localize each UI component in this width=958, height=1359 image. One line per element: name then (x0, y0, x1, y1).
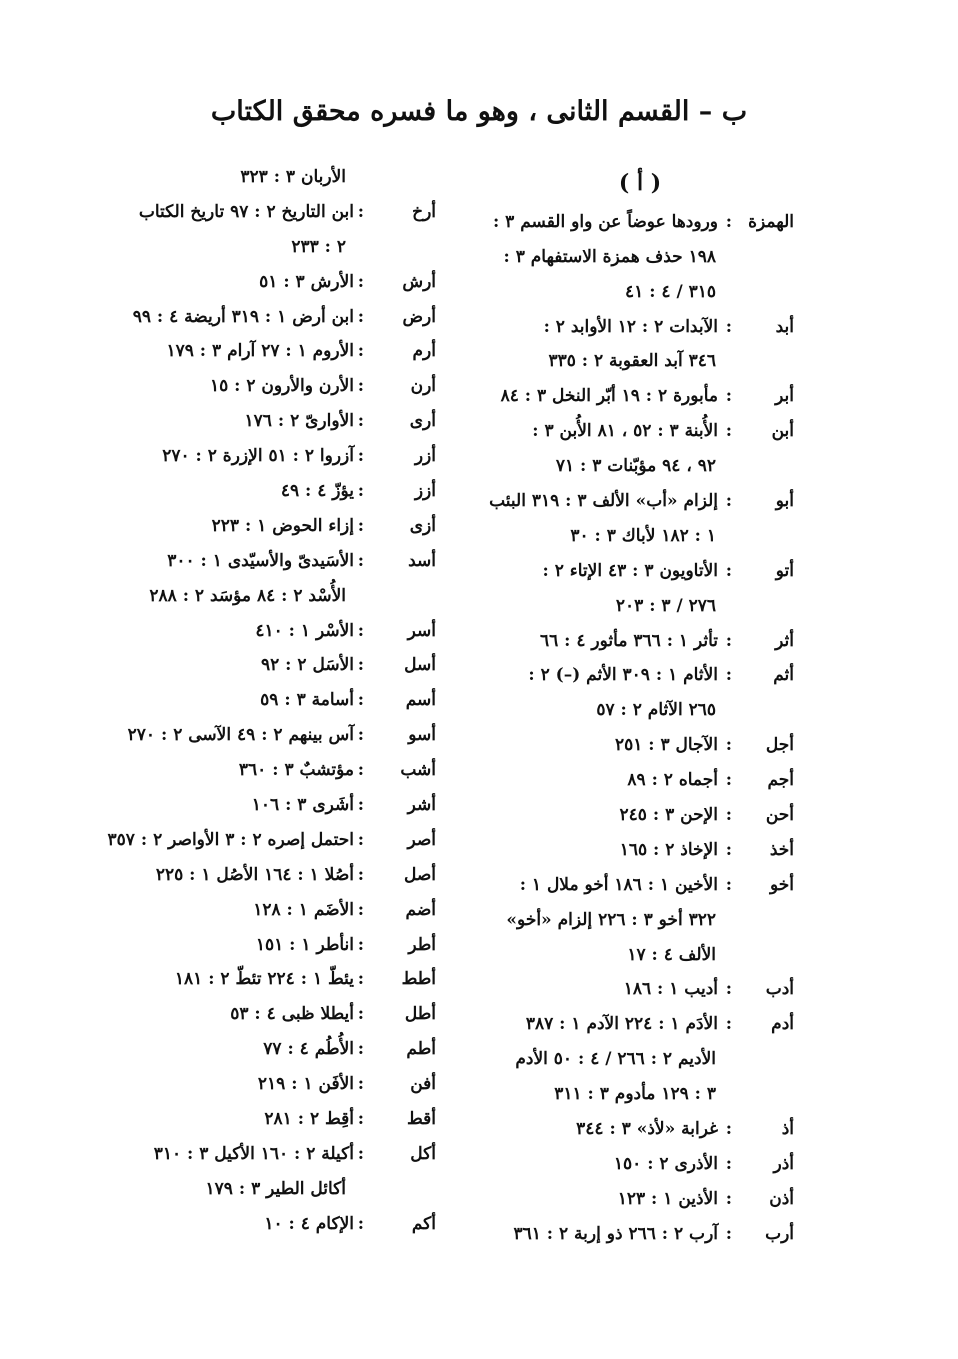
entry-root: أسو (408, 725, 436, 746)
index-entry (478, 1217, 794, 1252)
index-entry-continuation (478, 240, 794, 275)
entry-colon: : (725, 491, 732, 512)
index-entry (100, 1067, 436, 1102)
entry-root: أحن (765, 805, 794, 826)
entry-text: الأروم ١ : ٢٧ آرام ٣ : ١٧٩ (166, 341, 354, 362)
entry-colon: : (357, 341, 364, 362)
entry-colon: : (357, 655, 364, 676)
entry-root: أشر (407, 795, 436, 816)
index-entry (100, 997, 436, 1032)
index-entry (100, 265, 436, 300)
entry-root: أزر (414, 446, 436, 467)
index-entry (100, 1102, 436, 1137)
entry-text: ٩٢ ، ٩٤ مؤبّنات ٣ : ٧١ (555, 456, 716, 477)
index-entry-continuation (478, 344, 794, 379)
entry-text: إلزام «أب» الألف ٣ : ٣١٩ البئب (489, 491, 718, 512)
entry-text: الأُبنة ٣ : ٥٢ ، ٨١ الأُبن ٣ : (532, 421, 718, 442)
entry-root: أثم (773, 665, 794, 686)
entry-root: أبو (775, 491, 794, 512)
entry-colon: : (725, 839, 732, 860)
entry-root: أجم (767, 770, 794, 791)
entry-text: ٣١٥ / ٤ : ٤١ (625, 281, 716, 302)
index-entry (100, 474, 436, 509)
index-entry (478, 1147, 794, 1182)
index-entry (100, 788, 436, 823)
entry-colon: : (357, 969, 364, 990)
index-entry-continuation (478, 1042, 794, 1077)
entry-root: أبن (771, 421, 794, 442)
entry-text: ١ : ١٨٢ لأباك ٣ : ٣٠ (570, 525, 716, 546)
entry-root: أصر (407, 829, 436, 850)
entry-text: الإخاذ ٢ : ١٦٥ (619, 839, 718, 860)
entry-root: أطم (406, 1039, 436, 1060)
entry-root: أزى (409, 515, 436, 536)
index-entry (100, 718, 436, 753)
index-entry (478, 1182, 794, 1217)
index-entry (478, 205, 794, 240)
entry-text: الأدَم ١ : ٢٢٤ الآدم ١ : ٣٨٧ (525, 1014, 718, 1035)
index-entry (100, 195, 436, 230)
entry-text: ٢ : ٢٣٣ (291, 236, 346, 257)
entry-colon: : (357, 795, 364, 816)
entry-root: أرض (402, 306, 436, 327)
entry-text: الأرن والأرون ٢ : ١٥ (209, 376, 354, 397)
entry-text: تأثر ١ : ٣٦٦ مأثور ٤ : ٦٦ (539, 630, 718, 651)
entry-text: غرابة «لأذ» ٣ : ٣٤٤ (576, 1119, 718, 1140)
entry-text: الأذين ١ : ١٢٣ (617, 1188, 718, 1209)
index-entry (100, 300, 436, 335)
entry-colon: : (357, 829, 364, 850)
entry-text: أسامة ٣ : ٥٩ (260, 690, 354, 711)
entry-root: أفن (410, 1074, 436, 1095)
entry-text: الألف ٤ : ١٧ (627, 944, 716, 965)
index-entry-continuation (100, 160, 436, 195)
index-entry (478, 554, 794, 589)
index-column-left (100, 160, 436, 1242)
entry-text: الأخين ١ : ١٨٦ أخو ملال ١ : (519, 874, 718, 895)
entry-root: أكم (411, 1213, 436, 1234)
entry-text: آرب ٢ : ٢٦٦ ذو إربة ٢ : ٣٦١ (513, 1223, 718, 1244)
index-entry-continuation (478, 449, 794, 484)
index-entry (100, 1207, 436, 1242)
index-entry (478, 798, 794, 833)
entry-root: أتو (775, 560, 794, 581)
index-entry-continuation (478, 170, 794, 205)
index-entry (100, 369, 436, 404)
entry-text: أكيلة ٢ : ١٦٠ الأكيل ٣ : ٣١٠ (153, 1143, 354, 1164)
entry-text: الأربان ٣ : ٣٢٣ (240, 167, 346, 187)
entry-root: أقط (407, 1109, 436, 1130)
entry-colon: : (725, 979, 732, 1000)
entry-text: الأوارىّ ٢ : ١٧٦ (244, 411, 354, 432)
entry-colon: : (725, 735, 732, 756)
entry-colon: : (725, 211, 732, 232)
entry-text: الأسَيدىّ والأسيّدى ١ : ٣٠٠ (167, 550, 354, 571)
entry-colon: : (357, 620, 364, 641)
entry-text: الأضَم ١ : ١٢٨ (253, 899, 354, 920)
entry-colon: : (725, 1188, 732, 1209)
entry-root: أطر (408, 934, 436, 955)
entry-root: أرى (409, 411, 436, 432)
entry-colon: : (357, 899, 364, 920)
entry-root: أخو (769, 874, 794, 895)
entry-colon: : (725, 665, 732, 686)
entry-colon: : (725, 874, 732, 895)
entry-colon: : (725, 1119, 732, 1140)
entry-text: أقِط ٢ : ٢٨١ (264, 1109, 354, 1130)
entry-text: يئطّ ١ : ٢٢٤ تئطّ ٢ : ١٨١ (174, 969, 354, 990)
index-entry (100, 614, 436, 649)
entry-colon: : (357, 411, 364, 432)
entry-text: ورودها عوضاً عن واو القسم ٣ : (492, 211, 718, 232)
entry-text: أكائل الطير ٣ : ١٧٩ (205, 1178, 346, 1199)
entry-text: الأثام ١ : ٣٠٩ الأثم (–) ٢ : (528, 665, 718, 686)
entry-text: ابن أرض ١ : ٣١٩ أريضة ٤ : ٩٩ (132, 306, 354, 327)
entry-root: أسر (407, 620, 436, 641)
index-entry-continuation (100, 1172, 436, 1207)
index-entry (478, 763, 794, 798)
entry-colon: : (357, 306, 364, 327)
entry-text: الأفَن ١ : ٢١٩ (257, 1074, 354, 1095)
entry-root: أسم (405, 690, 436, 711)
index-entry (478, 484, 794, 519)
entry-root: أجل (765, 735, 794, 756)
entry-root: أذن (769, 1188, 794, 1209)
entry-root: أثر (775, 630, 794, 651)
entry-colon: : (725, 630, 732, 651)
index-entry (100, 962, 436, 997)
entry-colon: : (357, 1213, 364, 1234)
entry-root: أطط (401, 969, 436, 990)
entry-text: الأديم ٢ : ٢٦٦ / ٤ : ٥٠ الأدم (515, 1049, 716, 1070)
index-entry (100, 823, 436, 858)
entry-root: أبر (775, 386, 794, 407)
entry-text: الأتاويون ٣ : ٤٣ الإتاء ٢ : (542, 560, 718, 581)
entry-text: الأُسْد ٢ : ٨٤ مؤسَد ٢ : ٢٨٨ (149, 585, 346, 606)
entry-text: أصُلا ١ : ١٦٤ الأصُل ١ : ٢٢٥ (155, 864, 354, 885)
index-entry (100, 753, 436, 788)
entry-text: أديب ١ : ١٨٦ (623, 979, 718, 1000)
entry-colon: : (357, 550, 364, 571)
entry-colon: : (725, 560, 732, 581)
index-entry (100, 334, 436, 369)
index-entry (100, 544, 436, 579)
entry-root: أرم (412, 341, 436, 362)
entry-text: آس بينهم ٢ : ٤٩ الآسى ٢ : ٢٧٠ (127, 725, 354, 746)
entry-text: أشَرى ٣ : ١٠٦ (251, 795, 354, 816)
section-heading-alif: ( أ ) (618, 170, 662, 196)
index-entry (100, 1137, 436, 1172)
entry-text: ٣٢٢ أخو ٣ : ٢٢٦ إلزام «أخو» (506, 909, 716, 930)
index-entry-continuation (478, 275, 794, 310)
page-title: ب – القسم الثانى ، وهو ما فسره محقق الكتاب (210, 96, 748, 127)
entry-root: أرش (402, 271, 436, 292)
entry-text: الأرش ٣ : ٥١ (259, 271, 354, 292)
entry-text: يؤزّ ٤ : ٤٩ (280, 481, 354, 502)
entry-colon: : (725, 1153, 732, 1174)
entry-text: الآجال ٣ : ٢٥١ (614, 735, 718, 756)
entry-text: الأذرى ٢ : ١٥٠ (613, 1153, 718, 1174)
index-entry (100, 928, 436, 963)
index-entry (478, 1112, 794, 1147)
entry-colon: : (725, 316, 732, 337)
entry-root: أشب (400, 760, 436, 781)
index-entry (100, 404, 436, 439)
entry-text: مؤتشبٌ ٣ : ٣٦٠ (238, 760, 354, 781)
entry-text: الآبدات ٢ : ١٢ الأوابد ٢ : (543, 316, 718, 337)
index-entry (478, 833, 794, 868)
entry-colon: : (357, 1004, 364, 1025)
index-column-right (478, 170, 794, 1252)
entry-text: الأسْر ١ : ٤١٠ (255, 620, 354, 641)
entry-root: أطل (404, 1004, 436, 1025)
index-entry-continuation (478, 1077, 794, 1112)
entry-colon: : (357, 201, 364, 222)
entry-text: أجماه ٢ : ٨٩ (627, 770, 718, 791)
entry-root: أضم (405, 899, 436, 920)
index-entry (478, 379, 794, 414)
index-entry-continuation (100, 579, 436, 614)
entry-colon: : (725, 805, 732, 826)
entry-colon: : (357, 515, 364, 536)
entry-colon: : (357, 1143, 364, 1164)
entry-root: أرخ (412, 201, 436, 222)
index-entry (478, 868, 794, 903)
index-entry (100, 683, 436, 718)
index-entry (478, 414, 794, 449)
index-entry-continuation (100, 230, 436, 265)
index-entry-continuation (478, 938, 794, 973)
entry-text: ٢٧٦ / ٣ : ٢٠٣ (615, 595, 716, 616)
index-entry (100, 648, 436, 683)
entry-colon: : (357, 690, 364, 711)
entry-text: أيطلا ظبى ٤ : ٥٣ (230, 1004, 354, 1025)
entry-root: أبد (775, 316, 794, 337)
entry-text: الإحن ٣ : ٢٤٥ (619, 805, 718, 826)
entry-root: أدب (765, 979, 794, 1000)
index-entry (478, 972, 794, 1007)
index-entry-continuation (478, 519, 794, 554)
entry-colon: : (357, 446, 364, 467)
index-entry (478, 658, 794, 693)
index-entry (478, 728, 794, 763)
index-entry (100, 858, 436, 893)
entry-root: أرب (765, 1223, 794, 1244)
index-entry (100, 893, 436, 928)
entry-text: ٢٦٥ الآثام ٢ : ٥٧ (596, 700, 716, 721)
entry-text: آزروا ٢ : ٥١ الإزرة ٢ : ٢٧٠ (162, 446, 354, 467)
entry-colon: : (725, 1223, 732, 1244)
entry-root: أسل (404, 655, 436, 676)
entry-text: الأسَل ٢ : ٩٢ (261, 655, 354, 676)
entry-root: أخذ (769, 839, 794, 860)
entry-root: أدم (771, 1014, 794, 1035)
entry-text: الإكام ٤ : ١٠ (264, 1213, 354, 1234)
index-entry (478, 624, 794, 659)
index-entry-continuation (478, 589, 794, 624)
entry-colon: : (725, 770, 732, 791)
entry-root: أذر (773, 1153, 794, 1174)
entry-colon: : (357, 271, 364, 292)
entry-root: الهمزة (748, 211, 794, 232)
entry-text: مأبورة ٢ : ١٩ أبّر النخل ٣ : ٨٤ (500, 386, 718, 407)
entry-colon: : (357, 376, 364, 397)
entry-text: ابن التاريخ ٢ : ٩٧ تاريخ الكتاب (138, 201, 354, 222)
entry-text: إزاء الحوض ١ : ٢٢٣ (211, 515, 354, 536)
entry-text: ٣٤٦ آبد العقوبة ٢ : ٣٣٥ (548, 351, 716, 372)
index-entry (478, 310, 794, 345)
entry-text: احتمل إصره ٢ : ٣ الأواصر ٢ : ٣٥٧ (107, 829, 354, 850)
index-entry (100, 439, 436, 474)
entry-colon: : (357, 725, 364, 746)
entry-root: أرن (410, 376, 436, 397)
entry-colon: : (725, 421, 732, 442)
entry-colon: : (725, 1014, 732, 1035)
entry-colon: : (357, 1074, 364, 1095)
entry-colon: : (725, 386, 732, 407)
index-entry (100, 1032, 436, 1067)
entry-colon: : (357, 1109, 364, 1130)
index-entry (478, 1007, 794, 1042)
entry-text: انأطر ١ : ١٥١ (255, 934, 354, 955)
entry-colon: : (357, 934, 364, 955)
index-entry (100, 509, 436, 544)
entry-text: الأُطُم ٤ : ٧٧ (263, 1039, 354, 1060)
entry-root: أزز (414, 481, 436, 502)
entry-root: أكل (410, 1143, 436, 1164)
entry-root: أذ (781, 1119, 794, 1140)
index-entry-continuation (478, 693, 794, 728)
entry-colon: : (357, 481, 364, 502)
entry-root: أسد (408, 550, 436, 571)
entry-text: ٣ : ١٢٩ مأدوم ٣ : ٣١١ (554, 1084, 716, 1105)
entry-text: ١٩٨ حذف همزة الاستفهام ٣ : (503, 246, 716, 267)
index-entry-continuation (478, 903, 794, 938)
entry-colon: : (357, 760, 364, 781)
entry-colon: : (357, 864, 364, 885)
entry-root: أصل (403, 864, 436, 885)
entry-colon: : (357, 1039, 364, 1060)
